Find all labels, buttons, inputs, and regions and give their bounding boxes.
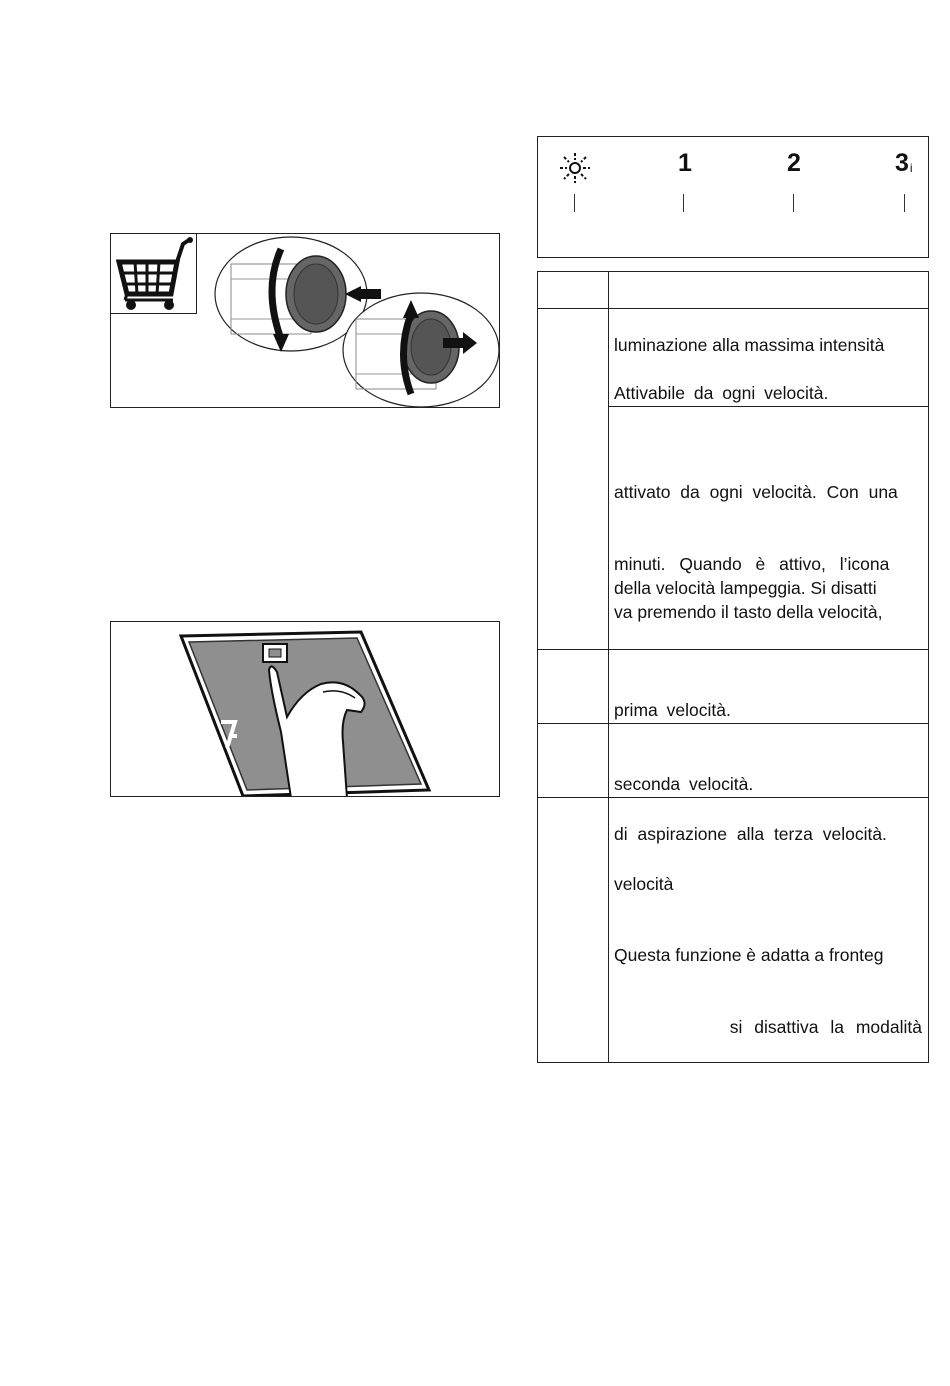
grease-filter-removal-illustration	[111, 622, 500, 797]
row-delay-line-3: della velocità lampeggia. Si disatti	[614, 578, 877, 598]
cart-box	[111, 234, 197, 314]
light-sun-icon[interactable]	[560, 153, 590, 183]
row-speed-3-line-3: Questa funzione è adatta a fronteg	[614, 945, 884, 965]
speed-2-button[interactable]: 2	[787, 149, 801, 177]
row-light-line-2: Attivabile da ogni velocità.	[614, 383, 829, 403]
row-divider	[538, 797, 928, 798]
row-delay-line-2: minuti. Quando è attivo, l’icona	[614, 554, 890, 574]
filter-removal-figure	[110, 621, 500, 797]
row-speed-3-line-4: si disattiva la modalità	[729, 1017, 922, 1037]
row-light-line-1: luminazione alla massima intensità	[614, 335, 885, 355]
control-panel	[537, 136, 929, 258]
speed-1-button[interactable]: 1	[678, 149, 692, 177]
row-speed-1-line: prima velocità.	[614, 700, 731, 720]
row-delay-line-4: va premendo il tasto della velocità,	[614, 602, 883, 622]
shopping-cart-icon	[111, 234, 197, 314]
speed-3-intensive-button[interactable]	[895, 149, 913, 178]
row-divider	[538, 723, 928, 724]
row-delay-line-1: attivato da ogni velocità. Con una	[614, 482, 898, 502]
intensive-suffix: i	[909, 161, 913, 175]
row-speed-2-line: seconda velocità.	[614, 774, 754, 794]
tick-speed-2	[793, 194, 794, 212]
row-divider	[538, 308, 928, 309]
tick-speed-3	[904, 194, 905, 212]
fan-removal-figure	[110, 233, 500, 408]
function-table	[537, 271, 929, 1063]
column-divider	[608, 272, 609, 1062]
sub-row-divider	[608, 406, 928, 407]
speed-3-label: 3	[895, 149, 909, 177]
fan-motor-removal-illustration	[211, 234, 501, 409]
row-speed-3-line-1: di aspirazione alla terza velocità.	[614, 824, 887, 844]
tick-speed-1	[683, 194, 684, 212]
tick-light	[574, 194, 575, 212]
row-speed-3-line-2: velocità	[614, 874, 674, 894]
row-divider	[538, 649, 928, 650]
